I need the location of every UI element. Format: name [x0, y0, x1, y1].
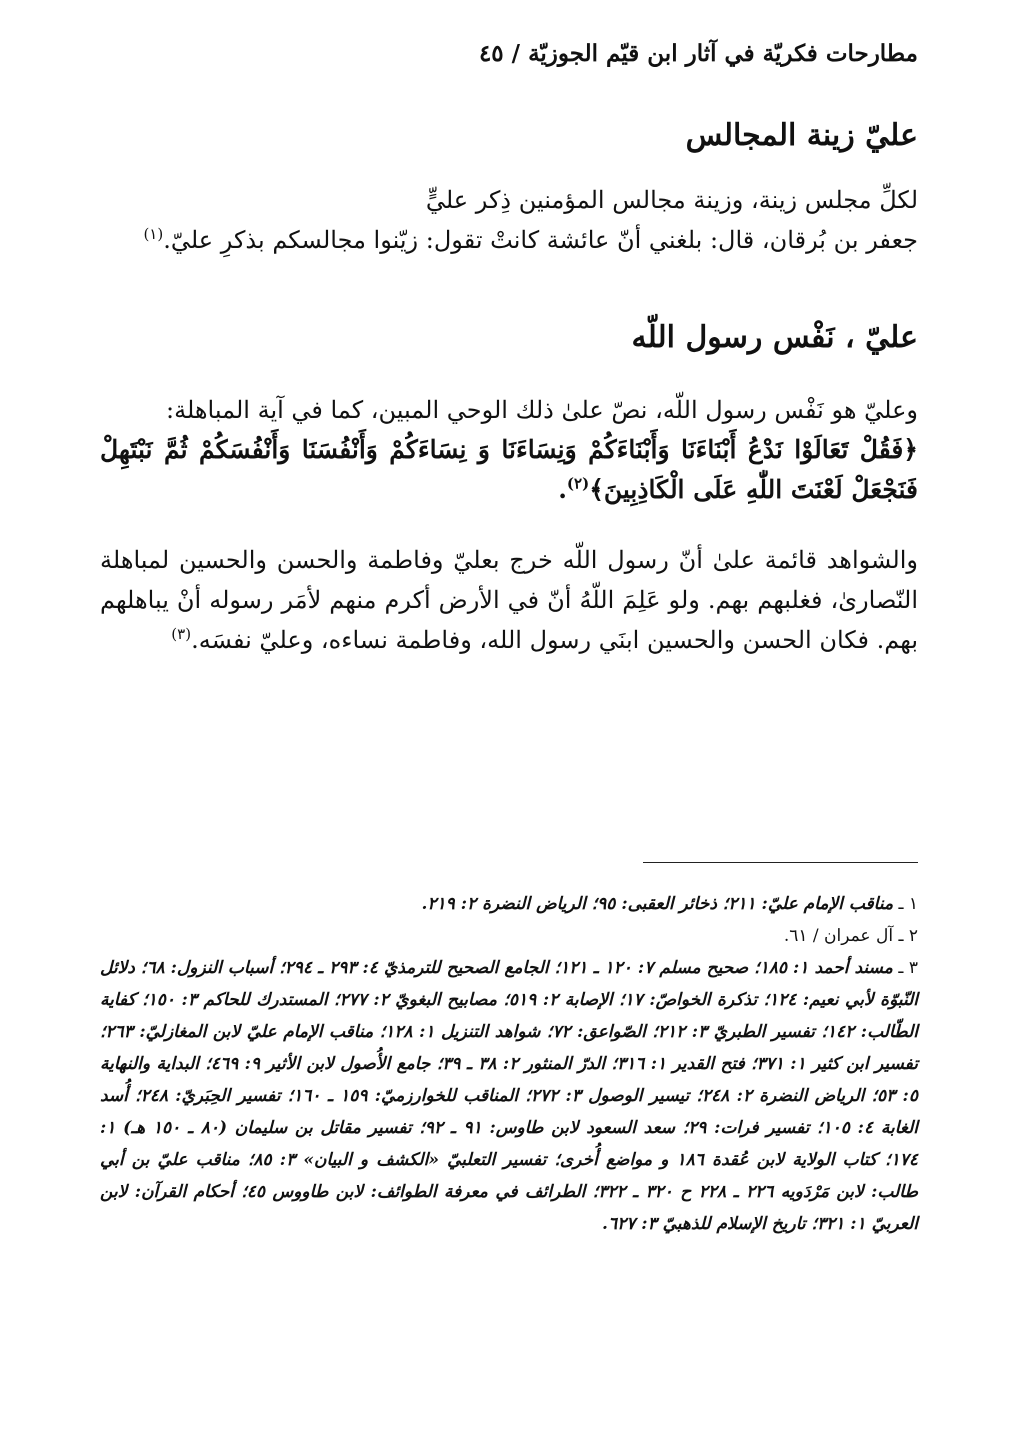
- footnote-number: ٣ ـ: [898, 958, 918, 978]
- quran-verse: ﴿فَقُلْ تَعَالَوْا نَدْعُ أَبْنَاءَنَا وَأَبْنَاءَكُمْ وَنِسَاءَنَا وَ نِسَاءَكُمْ وَأَنْفُسَنَا وَأَنْفُسَكُمْ ثُمَّ نَبْتَهِلْ فَنَجْعَلْ لَعْنَتَ اللّٰهِ عَلَى الْكَاذِبِينَ﴾$^{(٢)}$.: [100, 435, 918, 504]
- footnote-3: [100, 952, 918, 1240]
- footnote-text: مسند أحمد ١: ١٨٥؛ صحيح مسلم ٧: ١٢٠ ـ ١٢١؛ الجامع الصحيح للترمذيّ ٤: ٢٩٣ ـ ٢٩٤؛ أسباب النزول: ٦٨؛ دلائل النّبوّة لأبي نعيم: ١٢٤؛ تذكرة الخواصّ: ١٧؛ الإصابة ٢: ٥١٩؛ مصابيح البغويّ ٢: ٢٧٧؛ المستدرك للحاكم ٣: ١٥٠؛ كفاية الطّالب: ١٤٢؛ تفسير الطبريّ ٣: ٢١٢؛ الصّواعق: ٧٢؛ شواهد التنزيل ١: ١٢٨؛ مناقب الإمام عليّ لابن المغازليّ: ٢٦٣؛ تفسير ابن كثير ١: ٣٧١؛ فتح القدير ١: ٣١٦؛ الدرّ المنثور ٢: ٣٨ ـ ٣٩؛ جامع الأُصول لابن الأثير ٩: ٤٦٩؛ البداية والنهاية ٥: ٥٣؛ الرياض النضرة ٢: ٢٤٨؛ تيسير الوصول ٣: ٢٧٢؛ المناقب للخوارزميّ: ١٥٩ ـ ١٦٠؛ تفسير الحِبَريّ: ٢٤٨؛ أُسد الغابة ٤: ١٠٥؛ تفسير فرات: ٢٩؛ سعد السعود لابن طاوس: ٩١ ـ ٩٢؛ تفسير مقاتل بن سليمان (٨٠ ـ ١٥٠ هـ) ١: ١٧٤؛ كتاب الولاية لابن عُقدة ١٨٦ و مواضع أُخرى؛ تفسير التعلبيّ «الكشف و البيان» ٣: ٨٥؛ مناقب عليّ بن أبي طالب: لابن مَرْدَويه ٢٢٦ ـ ٢٢٨ ح ٣٢٠ ـ ٣٢٢؛ الطرائف في معرفة الطوائف: لابن طاووس ٤٥؛ أحكام القرآن: لابن العربيّ ١: ٣٢١؛ تاريخ الإسلام للذهبيّ ٣: ٦٢٧.: [100, 958, 919, 1234]
- footnote-ref: (٣): [171, 625, 192, 643]
- footnote-text: آل عمران / ٦١.: [783, 926, 894, 946]
- section-body-witnesses: [100, 540, 918, 660]
- footnote-number: ٢ ـ: [898, 926, 918, 946]
- paragraph: [100, 540, 918, 660]
- footnote-ref: (٢): [566, 474, 590, 493]
- intro-text: وعليّ هو نَفْس رسول اللّه، نصّ علىٰ ذلك الوحي المبين، كما في آية المباهلة:: [165, 396, 918, 424]
- footnote-ref: (١): [143, 225, 164, 243]
- text-line: [100, 220, 918, 260]
- footnote-text: مناقب الإمام عليّ: ٢١١؛ ذخائر العقبى: ٩٥؛ الرياض النضرة ٢: ٢١٩.: [421, 894, 894, 914]
- text-line: [100, 180, 918, 220]
- text: لكلِّ مجلس زينة، وزينة مجالس المؤمنين ذِكر عليٍّ: [425, 186, 918, 214]
- verse-text: ﴿فَقُلْ تَعَالَوْا نَدْعُ أَبْنَاءَنَا وَأَبْنَاءَكُمْ وَنِسَاءَنَا وَ نِسَاءَكُمْ وَأَنْفُسَنَا وَأَنْفُسَكُمْ ثُمَّ نَبْتَهِلْ فَنَجْعَلْ لَعْنَتَ اللّٰهِ عَلَى الْكَاذِبِينَ﴾: [100, 435, 918, 504]
- footnote-separator: [643, 862, 918, 863]
- section-title-adornment: عليّ زينة المجالس: [685, 118, 918, 153]
- section-body-mubahala: [100, 390, 918, 510]
- footnotes: [100, 888, 918, 1240]
- text: جعفر بن بُرقان، قال: بلغني أنّ عائشة كانتْ تقول: زيّنوا مجالسكم بذكرِ عليّ.: [163, 226, 918, 254]
- footnote-1: [100, 888, 918, 920]
- footnote-2: [100, 920, 918, 952]
- section-body-adornment: [100, 180, 918, 260]
- text: والشواهد قائمة علىٰ أنّ رسول اللّه خرج بعليّ وفاطمة والحسن والحسين لمباهلة النّصارىٰ، فغلبهم بهم. ولو عَلِمَ اللّهُ أنّ في الأرض أكرم منهم لأمَر رسوله أنْ يباهلهم بهم. فكان الحسن والحسين ابنَي رسول الله، وفاطمة نساءه، وعليّ نفسَه.: [100, 546, 918, 654]
- footnote-number: ١ ـ: [898, 894, 918, 914]
- running-head: مطارحات فكريّة في آثار ابن قيّم الجوزيّة / ٤٥: [478, 40, 918, 67]
- section-title-self: عليّ ، نَفْس رسول اللّه: [631, 320, 918, 355]
